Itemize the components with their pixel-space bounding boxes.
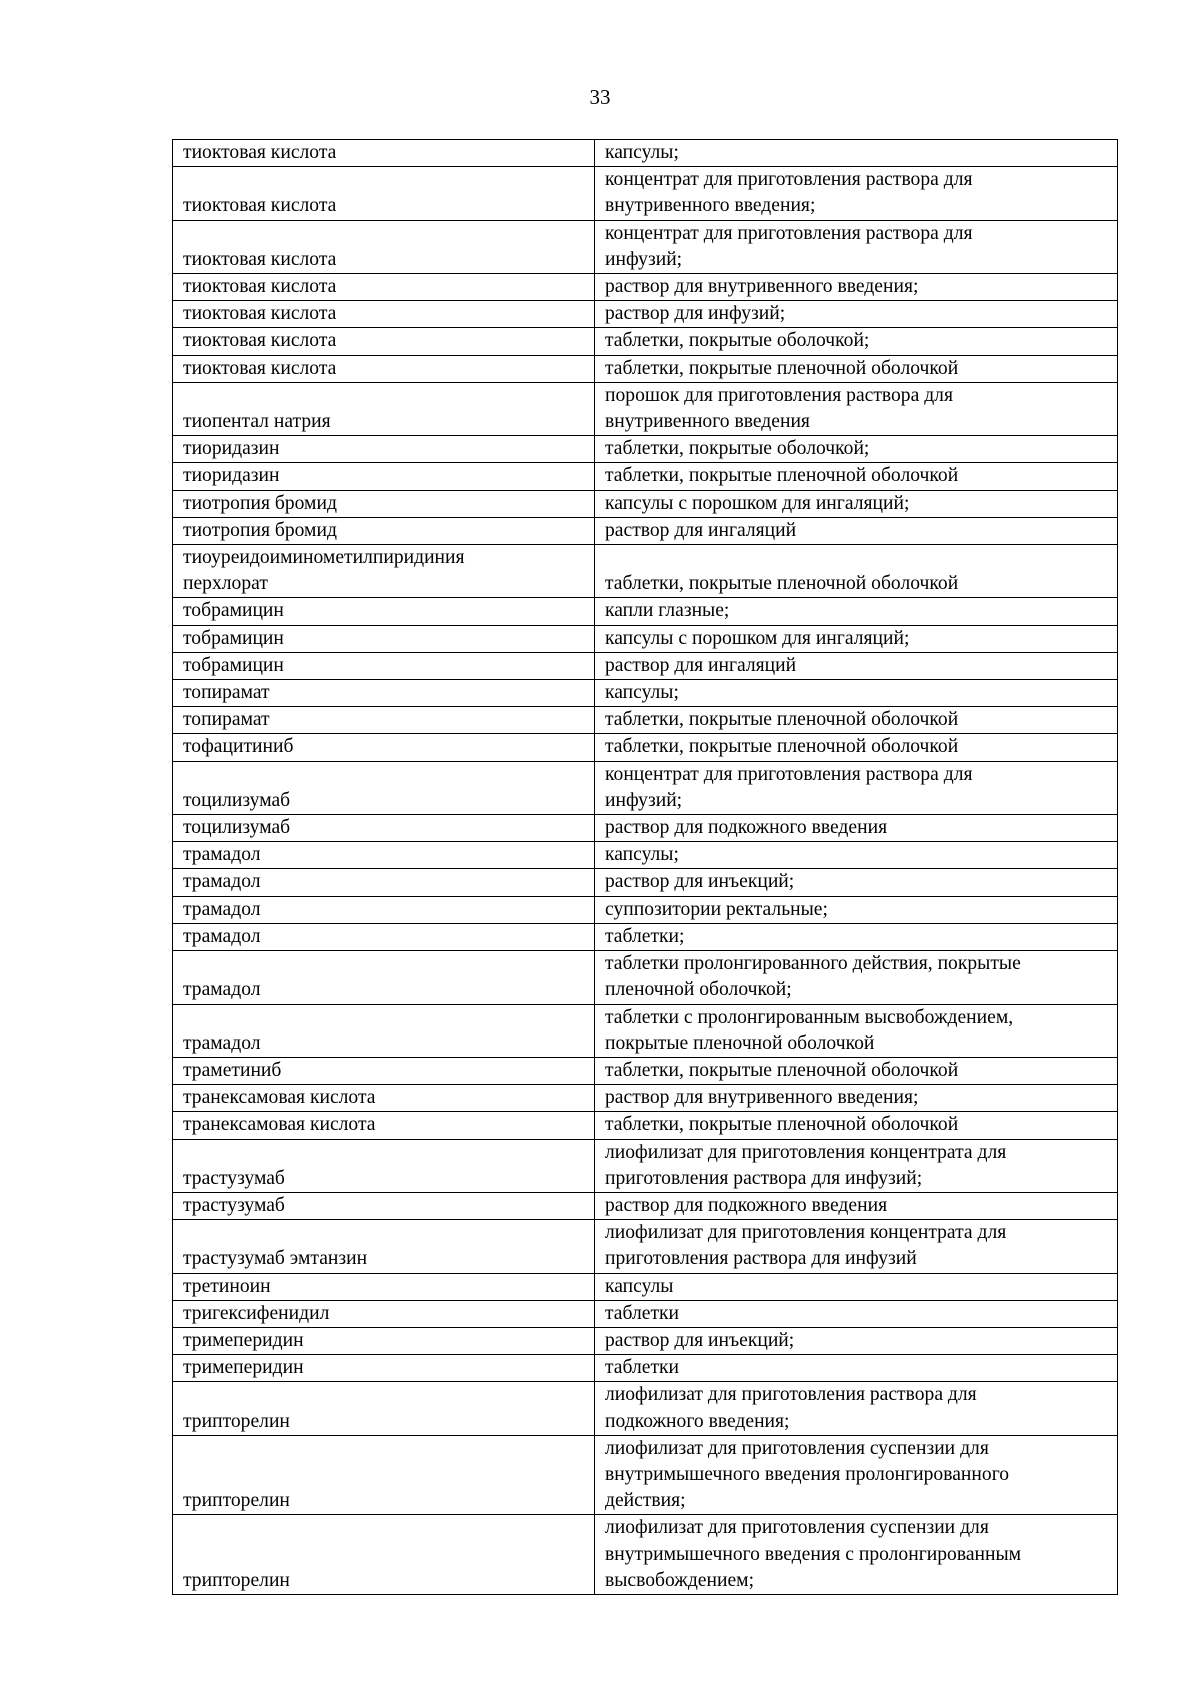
dosage-form-cell: таблетки с пролонгированным высвобождением, покрытые пленочной оболочкой bbox=[595, 1004, 1118, 1057]
dosage-form-cell: таблетки пролонгированного действия, покрытые пленочной оболочкой; bbox=[595, 951, 1118, 1004]
table-row bbox=[173, 1435, 1118, 1515]
table-row bbox=[173, 734, 1118, 761]
drug-name-cell: транексамовая кислота bbox=[173, 1085, 595, 1112]
table-row bbox=[173, 436, 1118, 463]
drug-name-cell: транексамовая кислота bbox=[173, 1112, 595, 1139]
drug-name-cell: трастузумаб эмтанзин bbox=[173, 1220, 595, 1273]
drug-name-cell: тиотропия бромид bbox=[173, 517, 595, 544]
drug-name-cell: тиоктовая кислота bbox=[173, 167, 595, 220]
drug-name-cell: трамадол bbox=[173, 842, 595, 869]
table-row bbox=[173, 598, 1118, 625]
dosage-form-cell: лиофилизат для приготовления суспензии для внутримышечного введения с пролонгированным высвобождением; bbox=[595, 1515, 1118, 1595]
dosage-form-cell: раствор для инъекций; bbox=[595, 869, 1118, 896]
dosage-form-cell: раствор для внутривенного введения; bbox=[595, 1085, 1118, 1112]
drug-name-cell: тиоктовая кислота bbox=[173, 220, 595, 273]
page-number: 33 bbox=[589, 85, 611, 109]
dosage-form-cell: раствор для подкожного введения bbox=[595, 1192, 1118, 1219]
dosage-form-cell: капсулы bbox=[595, 1273, 1118, 1300]
drug-name-cell: трипторелин bbox=[173, 1435, 595, 1515]
dosage-form-cell: концентрат для приготовления раствора для инфузий; bbox=[595, 220, 1118, 273]
drug-table bbox=[172, 139, 1118, 1595]
table-row bbox=[173, 220, 1118, 273]
drug-name-cell: тиоридазин bbox=[173, 436, 595, 463]
table-row bbox=[173, 1220, 1118, 1273]
table-row bbox=[173, 167, 1118, 220]
dosage-form-cell: таблетки, покрытые пленочной оболочкой bbox=[595, 355, 1118, 382]
drug-name-cell: тиоридазин bbox=[173, 463, 595, 490]
dosage-form-cell: капсулы; bbox=[595, 842, 1118, 869]
dosage-form-cell: раствор для инфузий; bbox=[595, 301, 1118, 328]
table-row bbox=[173, 545, 1118, 598]
table-row bbox=[173, 463, 1118, 490]
drug-name-cell: тоцилизумаб bbox=[173, 761, 595, 814]
drug-name-cell: тоцилизумаб bbox=[173, 815, 595, 842]
drug-name-cell: траметиниб bbox=[173, 1057, 595, 1084]
drug-name-cell: тримеперидин bbox=[173, 1327, 595, 1354]
drug-name-cell: тиоктовая кислота bbox=[173, 355, 595, 382]
table-row bbox=[173, 140, 1118, 167]
table-row bbox=[173, 951, 1118, 1004]
dosage-form-cell: таблетки; bbox=[595, 923, 1118, 950]
drug-name-cell: трамадол bbox=[173, 1004, 595, 1057]
table-row bbox=[173, 1057, 1118, 1084]
drug-table-body bbox=[173, 140, 1118, 1595]
dosage-form-cell: таблетки, покрытые пленочной оболочкой bbox=[595, 1112, 1118, 1139]
table-row bbox=[173, 896, 1118, 923]
drug-name-cell: тобрамицин bbox=[173, 652, 595, 679]
dosage-form-cell: раствор для ингаляций bbox=[595, 652, 1118, 679]
drug-name-cell: трамадол bbox=[173, 869, 595, 896]
table-row bbox=[173, 517, 1118, 544]
table-row bbox=[173, 1085, 1118, 1112]
table-row bbox=[173, 652, 1118, 679]
dosage-form-cell: капсулы с порошком для ингаляций; bbox=[595, 490, 1118, 517]
dosage-form-cell: лиофилизат для приготовления суспензии для внутримышечного введения пролонгированного действия; bbox=[595, 1435, 1118, 1515]
dosage-form-cell: таблетки, покрытые пленочной оболочкой bbox=[595, 734, 1118, 761]
table-row bbox=[173, 382, 1118, 435]
drug-name-cell: тиотропия бромид bbox=[173, 490, 595, 517]
dosage-form-cell: таблетки, покрытые пленочной оболочкой bbox=[595, 463, 1118, 490]
dosage-form-cell: раствор для внутривенного введения; bbox=[595, 274, 1118, 301]
drug-name-cell: тиопентал натрия bbox=[173, 382, 595, 435]
table-row bbox=[173, 707, 1118, 734]
table-row bbox=[173, 1327, 1118, 1354]
dosage-form-cell: таблетки, покрытые пленочной оболочкой bbox=[595, 1057, 1118, 1084]
drug-name-cell: тиоктовая кислота bbox=[173, 301, 595, 328]
table-row bbox=[173, 490, 1118, 517]
dosage-form-cell: капсулы; bbox=[595, 680, 1118, 707]
table-row bbox=[173, 1515, 1118, 1595]
table-row bbox=[173, 1192, 1118, 1219]
dosage-form-cell: таблетки, покрытые оболочкой; bbox=[595, 328, 1118, 355]
drug-name-cell: трамадол bbox=[173, 896, 595, 923]
drug-name-cell: трастузумаб bbox=[173, 1192, 595, 1219]
dosage-form-cell: капсулы; bbox=[595, 140, 1118, 167]
dosage-form-cell: порошок для приготовления раствора для внутривенного введения bbox=[595, 382, 1118, 435]
table-row bbox=[173, 842, 1118, 869]
drug-name-cell: трамадол bbox=[173, 951, 595, 1004]
table-row bbox=[173, 1382, 1118, 1435]
drug-name-cell: тобрамицин bbox=[173, 598, 595, 625]
dosage-form-cell: таблетки bbox=[595, 1355, 1118, 1382]
table-row bbox=[173, 355, 1118, 382]
drug-name-cell: тиоктовая кислота bbox=[173, 274, 595, 301]
table-row bbox=[173, 301, 1118, 328]
dosage-form-cell: суппозитории ректальные; bbox=[595, 896, 1118, 923]
drug-name-cell: тригексифенидил bbox=[173, 1300, 595, 1327]
table-row bbox=[173, 274, 1118, 301]
table-row bbox=[173, 1112, 1118, 1139]
dosage-form-cell: лиофилизат для приготовления концентрата для приготовления раствора для инфузий bbox=[595, 1220, 1118, 1273]
drug-name-cell: тиоктовая кислота bbox=[173, 328, 595, 355]
drug-name-cell: тиоуреидоиминометилпиридиния перхлорат bbox=[173, 545, 595, 598]
table-row bbox=[173, 1139, 1118, 1192]
dosage-form-cell: таблетки, покрытые пленочной оболочкой bbox=[595, 707, 1118, 734]
dosage-form-cell: таблетки, покрытые пленочной оболочкой bbox=[595, 545, 1118, 598]
drug-name-cell: трипторелин bbox=[173, 1515, 595, 1595]
dosage-form-cell: лиофилизат для приготовления концентрата для приготовления раствора для инфузий; bbox=[595, 1139, 1118, 1192]
table-row bbox=[173, 869, 1118, 896]
dosage-form-cell: раствор для инъекций; bbox=[595, 1327, 1118, 1354]
drug-name-cell: третиноин bbox=[173, 1273, 595, 1300]
table-row bbox=[173, 815, 1118, 842]
table-row bbox=[173, 923, 1118, 950]
table-row bbox=[173, 761, 1118, 814]
dosage-form-cell: концентрат для приготовления раствора для инфузий; bbox=[595, 761, 1118, 814]
drug-name-cell: топирамат bbox=[173, 680, 595, 707]
dosage-form-cell: таблетки bbox=[595, 1300, 1118, 1327]
dosage-form-cell: раствор для ингаляций bbox=[595, 517, 1118, 544]
table-row bbox=[173, 328, 1118, 355]
table-row bbox=[173, 1355, 1118, 1382]
dosage-form-cell: капли глазные; bbox=[595, 598, 1118, 625]
table-row bbox=[173, 1273, 1118, 1300]
dosage-form-cell: раствор для подкожного введения bbox=[595, 815, 1118, 842]
drug-name-cell: тримеперидин bbox=[173, 1355, 595, 1382]
drug-name-cell: трамадол bbox=[173, 923, 595, 950]
dosage-form-cell: капсулы с порошком для ингаляций; bbox=[595, 625, 1118, 652]
drug-name-cell: тиоктовая кислота bbox=[173, 140, 595, 167]
table-row bbox=[173, 680, 1118, 707]
drug-name-cell: топирамат bbox=[173, 707, 595, 734]
dosage-form-cell: лиофилизат для приготовления раствора для подкожного введения; bbox=[595, 1382, 1118, 1435]
drug-name-cell: тофацитиниб bbox=[173, 734, 595, 761]
drug-name-cell: трастузумаб bbox=[173, 1139, 595, 1192]
table-row bbox=[173, 1300, 1118, 1327]
table-row bbox=[173, 1004, 1118, 1057]
dosage-form-cell: концентрат для приготовления раствора для внутривенного введения; bbox=[595, 167, 1118, 220]
dosage-form-cell: таблетки, покрытые оболочкой; bbox=[595, 436, 1118, 463]
drug-name-cell: трипторелин bbox=[173, 1382, 595, 1435]
table-row bbox=[173, 625, 1118, 652]
drug-name-cell: тобрамицин bbox=[173, 625, 595, 652]
